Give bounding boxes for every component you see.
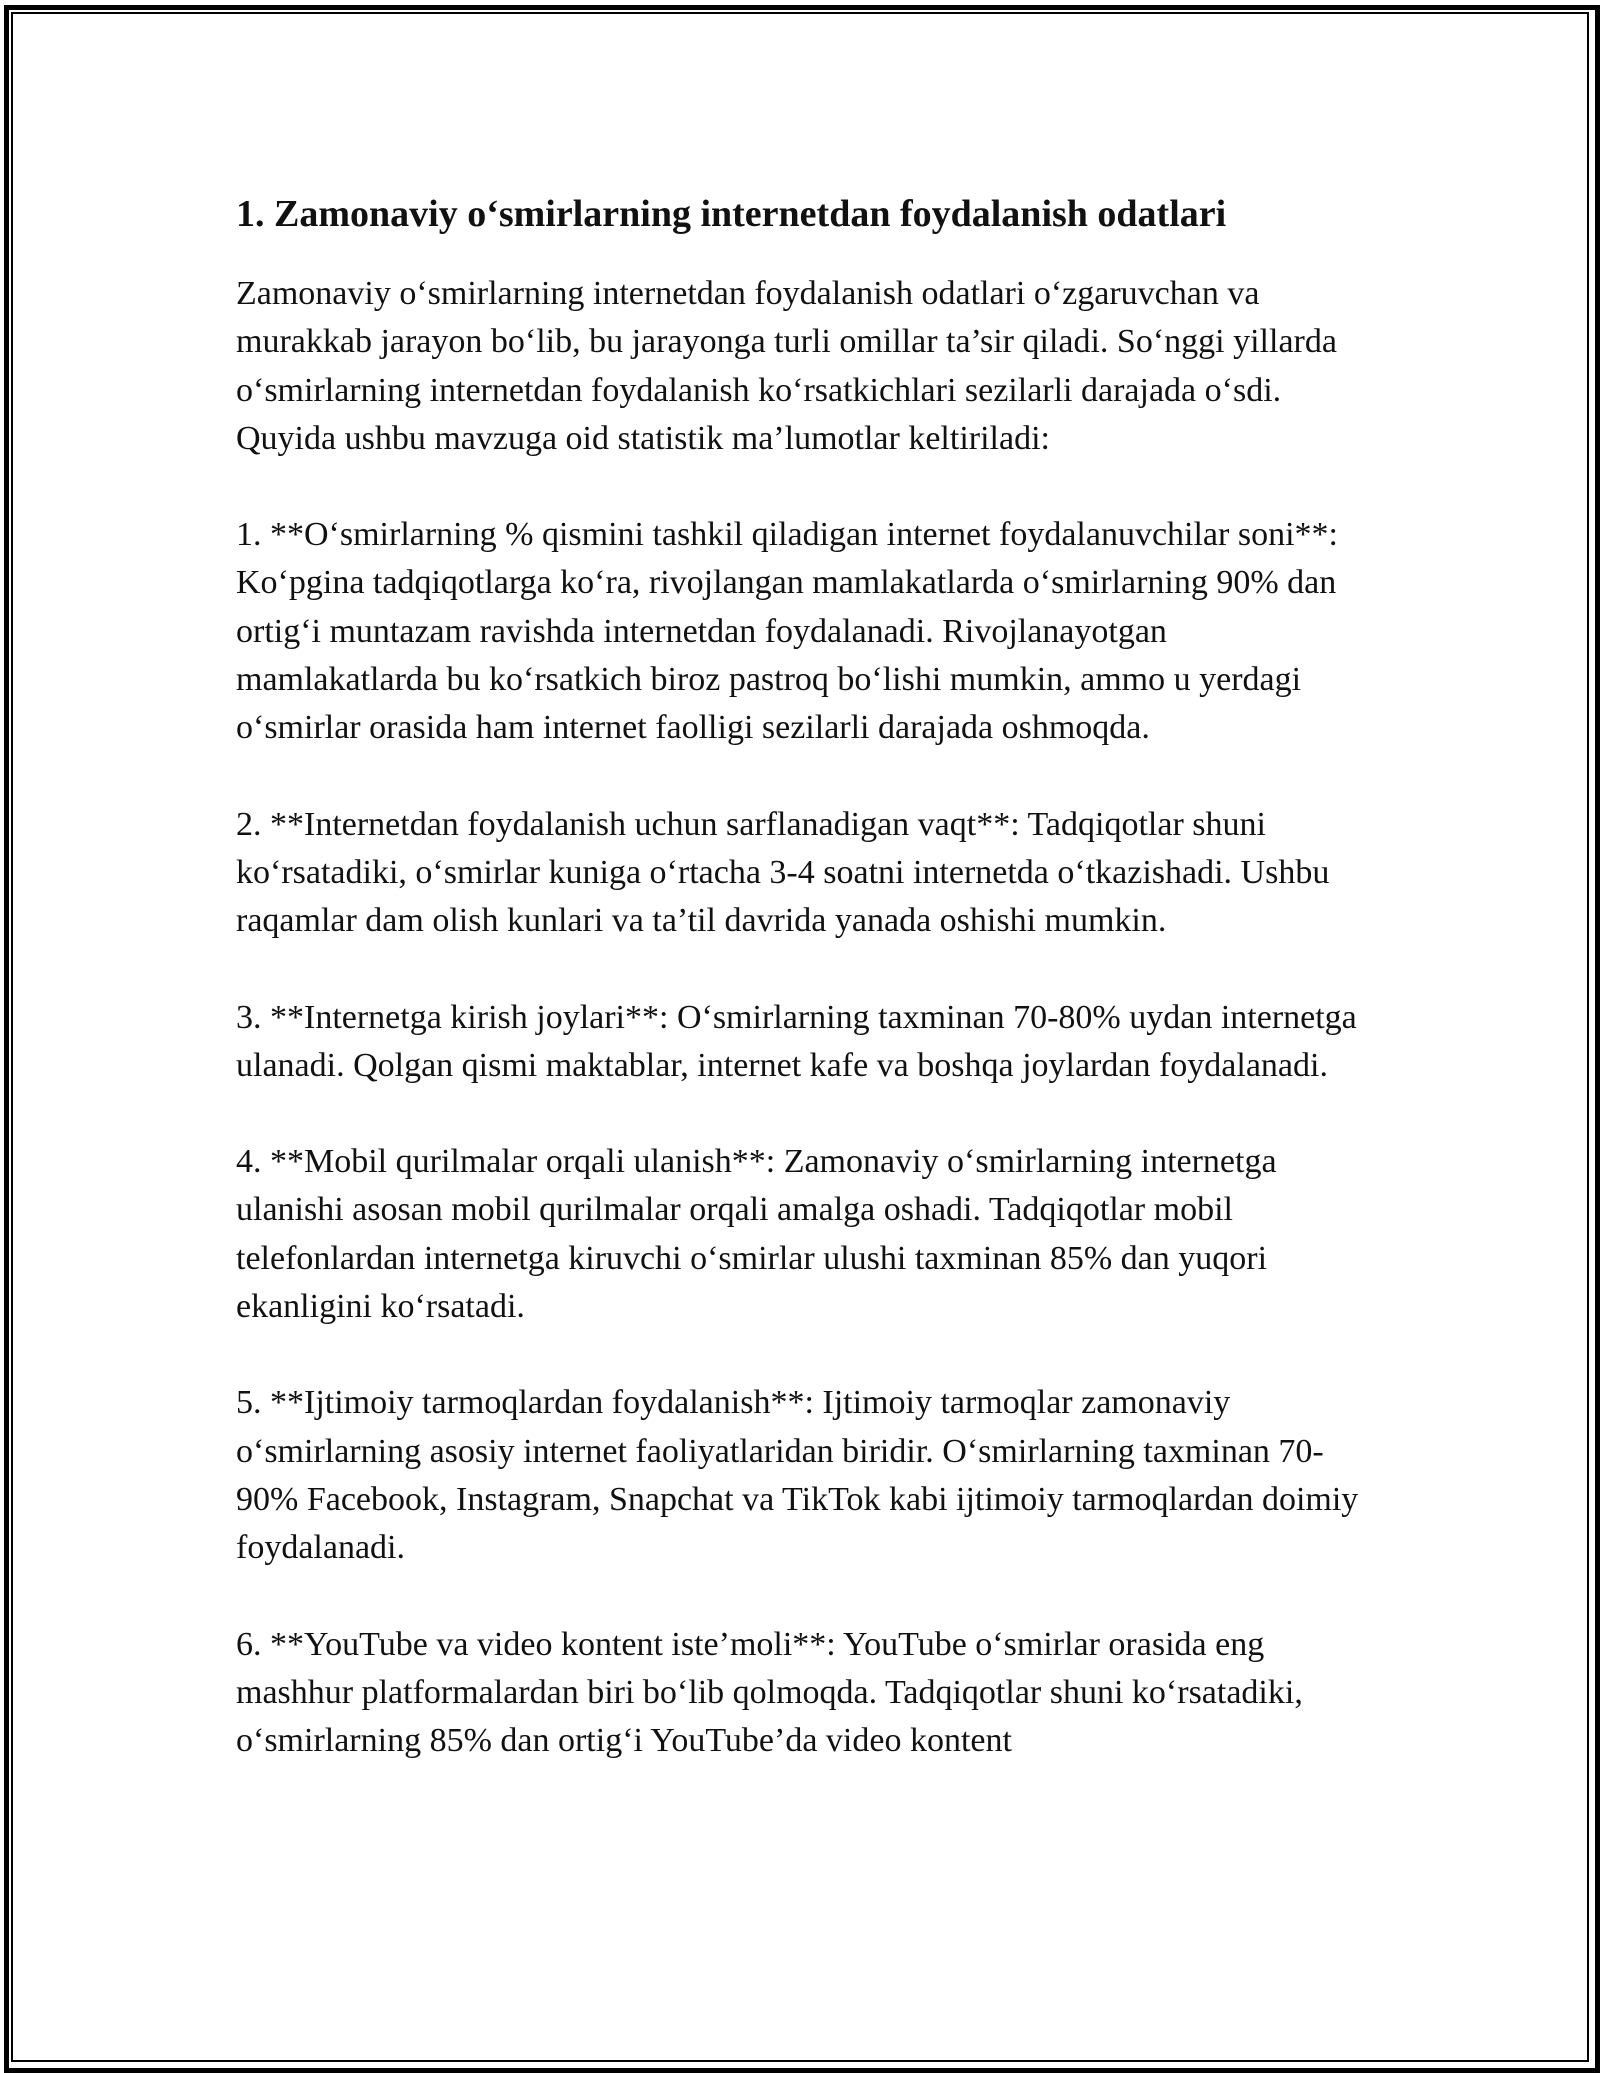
list-item-4: 4. **Mobil qurilmalar orqali ulanish**: Zamonaviy o‘smirlarning internetga ulanishi asosan mobil qurilmalar orqali amalga oshadi. Tadqiqotlar mobil telefonlardan internetga kiruvchi o‘smirlar ulushi taxminan 85% dan yuqori ekanligini ko‘rsatadi. <box>236 1143 1277 1326</box>
list-item-2: 2. **Internetdan foydalanish uchun sarflanadigan vaqt**: Tadqiqotlar shuni ko‘rsatadiki, o‘smirlar kuniga o‘rtacha 3-4 soatni internetda o‘tkazishadi. Ushbu raqamlar dam olish kunlari va ta’til davrida yanada oshishi mumkin. <box>236 805 1330 940</box>
list-item-6: 6. **YouTube va video kontent iste’moli**: YouTube o‘smirlar orasida eng mashhur platformalardan biri bo‘lib qolmoqda. Tadqiqotlar shuni ko‘rsatadiki, o‘smirlarning 85% dan ortig‘i YouTube’da video kontent <box>236 1625 1303 1760</box>
intro-paragraph: Zamonaviy o‘smirlarning internetdan foydalanish odatlari o‘zgaruvchan va murakkab jarayon bo‘lib, bu jarayonga turli omillar ta’sir qiladi. So‘nggi yillarda o‘smirlarning internetdan foydalanish ko‘rsatkichlari sezilarli darajada o‘sdi. Quyida ushbu mavzuga oid statistik ma’lumotlar keltiriladi: <box>236 275 1337 457</box>
list-item-1: 1. **O‘smirlarning % qismini tashkil qiladigan internet foydalanuvchilar soni**: Ko‘pgina tadqiqotlarga ko‘ra, rivojlangan mamlakatlarda o‘smirlarning 90% dan ortig‘i muntazam ravishda internetdan foydalanadi. Rivojlanayotgan mamlakatlarda bu ko‘rsatkich biroz pastroq bo‘lishi mumkin, ammo u yerdagi o‘smirlar orasida ham internet faolligi sezilarli darajada oshmoqda. <box>236 516 1338 747</box>
document-body <box>236 186 1376 1813</box>
list-item-3: 3. **Internetga kirish joylari**: O‘smirlarning taxminan 70-80% uydan internetga ulanadi. Qolgan qismi maktablar, internet kafe va boshqa joylardan foydalanadi. <box>236 998 1357 1084</box>
list-item-5: 5. **Ijtimoiy tarmoqlardan foydalanish**: Ijtimoiy tarmoqlar zamonaviy o‘smirlarning asosiy internet faoliyatlaridan biridir. O‘smirlarning taxminan 70-90% Facebook, Instagram, Snapchat va TikTok kabi ijtimoiy tarmoqlardan doimiy foydalanadi. <box>236 1384 1359 1567</box>
section-heading: 1. Zamonaviy o‘smirlarning internetdan foydalanish odatlari <box>236 193 1227 235</box>
